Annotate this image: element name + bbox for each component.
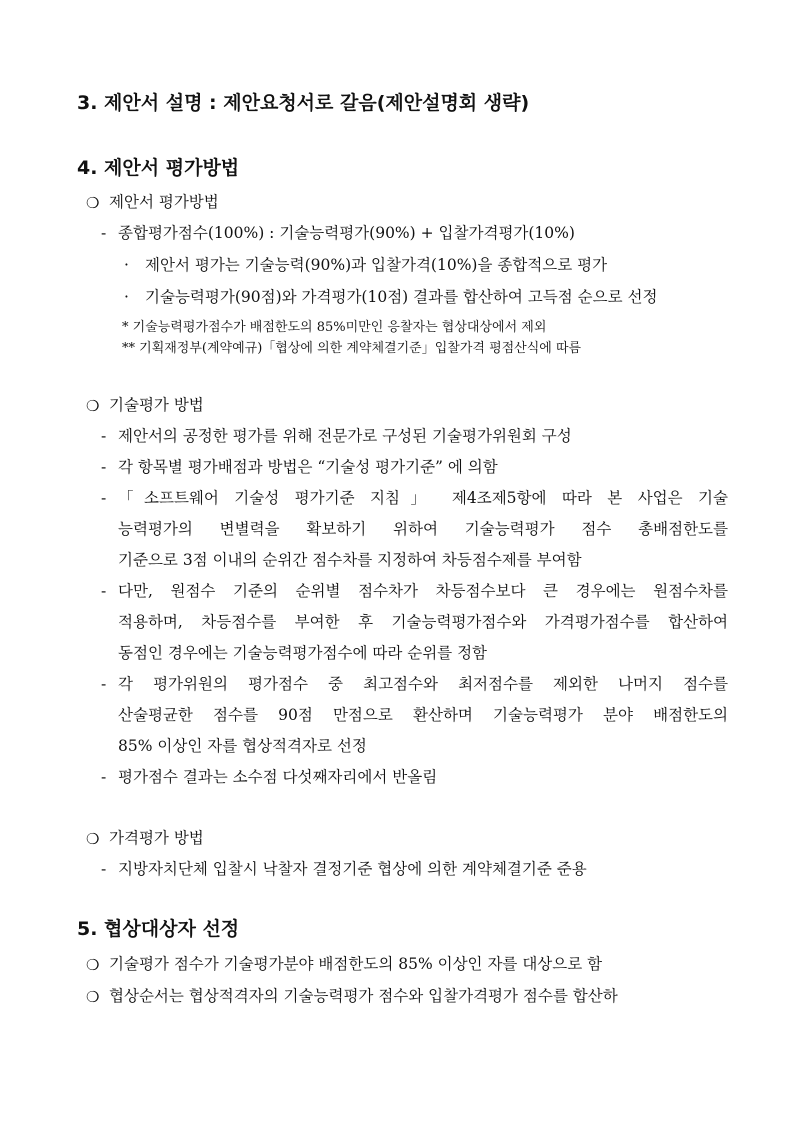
list-item-line: 지방자치단체 입찰시 낙찰자 결정기준 협상에 의한 계약체결기준 준용 xyxy=(118,860,587,878)
dot-bullet-icon: · xyxy=(124,288,129,306)
list-item-line: 각 항목별 평가배점과 방법은 “기술성 평가기준” 에 의함 xyxy=(118,458,498,476)
total-score-line: 종합평가점수(100%) : 기술능력평가(90%) + 입찰가격평가(10%) xyxy=(118,224,575,242)
dash-marker: - xyxy=(101,427,107,445)
section-3-heading: 3. 제안서 설명 : 제안요청서로 갈음(제안설명회 생략) xyxy=(77,92,530,114)
circle-bullet-icon: ❍ xyxy=(86,988,100,1006)
price-eval-title: 가격평가 방법 xyxy=(109,829,204,847)
dash-marker: - xyxy=(101,768,107,786)
circle-bullet-icon: ❍ xyxy=(86,956,100,974)
dash-marker: - xyxy=(101,458,107,476)
list-item-line: 능력평가의 변별력을 확보하기 위하여 기술능력평가 점수 총배점한도를 xyxy=(118,520,728,538)
list-item-line: 적용하며, 차등점수를 부여한 후 기술능력평가점수와 가격평가점수를 합산하여 xyxy=(118,613,728,631)
footnote: * 기술능력평가점수가 배점한도의 85%미만인 응찰자는 협상대상에서 제외 xyxy=(122,320,547,335)
dot-item: 기술능력평가(90점)와 가격평가(10점) 결과를 합산하여 고득점 순으로 선정 xyxy=(145,288,658,306)
proposal-eval-title: 제안서 평가방법 xyxy=(109,193,219,211)
list-item-line: 평가점수 결과는 소수점 다섯째자리에서 반올림 xyxy=(118,768,438,786)
dot-item: 제안서 평가는 기술능력(90%)과 입찰가격(10%)을 종합적으로 평가 xyxy=(145,256,608,274)
list-item-line: 「소프트웨어 기술성 평가기준 지침」 제4조제5항에 따라 본 사업은 기술 xyxy=(118,489,728,507)
footnote: ** 기획재정부(계약예규)「협상에 의한 계약체결기준」입찰가격 평점산식에 따름 xyxy=(122,341,582,356)
list-item-line: 각 평가위원의 평가점수 중 최고점수와 최저점수를 제외한 나머지 점수를 xyxy=(118,675,728,693)
selection-item: 기술평가 점수가 기술평가분야 배점한도의 85% 이상인 자를 대상으로 함 xyxy=(109,955,603,973)
list-item-line: 동점인 경우에는 기술능력평가점수에 따라 순위를 정함 xyxy=(118,644,488,662)
list-item-line: 기준으로 3점 이내의 순위간 점수차를 지정하여 차등점수제를 부여함 xyxy=(118,551,582,569)
circle-bullet-icon: ❍ xyxy=(86,830,100,848)
selection-item: 협상순서는 협상적격자의 기술능력평가 점수와 입찰가격평가 점수를 합산하 xyxy=(109,987,618,1005)
section-5-heading: 5. 협상대상자 선정 xyxy=(77,918,240,940)
section-4-heading: 4. 제안서 평가방법 xyxy=(77,157,240,179)
list-item-line: 제안서의 공정한 평가를 위해 전문가로 구성된 기술평가위원회 구성 xyxy=(118,427,572,445)
circle-bullet-icon: ❍ xyxy=(86,397,100,415)
dash-marker: - xyxy=(101,675,107,693)
dash-marker: - xyxy=(101,582,107,600)
tech-eval-title: 기술평가 방법 xyxy=(109,396,204,414)
circle-bullet-icon: ❍ xyxy=(86,194,100,212)
list-item-line: 산술평균한 점수를 90점 만점으로 환산하며 기술능력평가 분야 배점한도의 xyxy=(118,706,728,724)
dash-marker: - xyxy=(101,860,107,878)
list-item-line: 다만, 원점수 기준의 순위별 점수차가 차등점수보다 큰 경우에는 원점수차를 xyxy=(118,582,728,600)
dot-bullet-icon: · xyxy=(124,256,129,274)
dash-marker: - xyxy=(101,489,107,507)
dash-marker: - xyxy=(101,224,107,242)
list-item-line: 85% 이상인 자를 협상적격자로 선정 xyxy=(118,737,367,755)
